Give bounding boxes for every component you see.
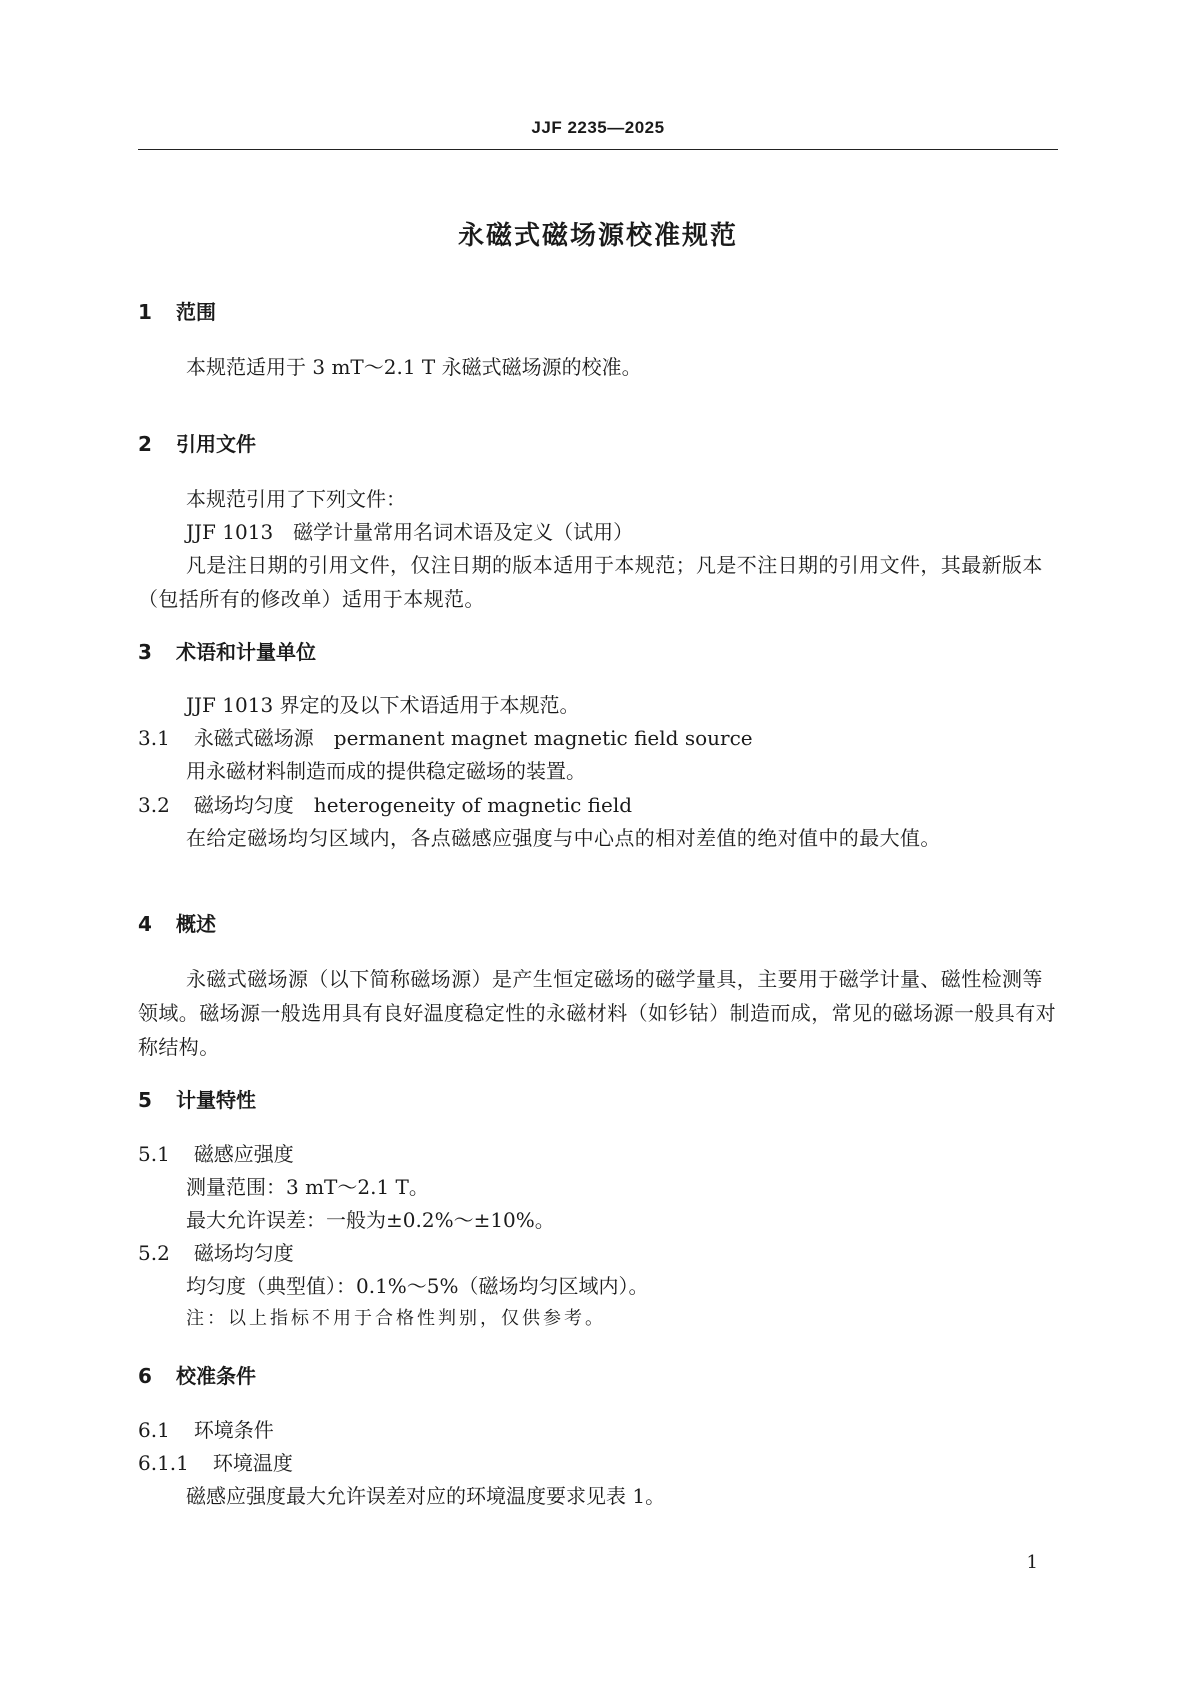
page-number: 1 <box>1026 1552 1038 1573</box>
clause-title: 磁场均匀度 <box>193 1241 294 1265</box>
clause-number: 5.2 <box>138 1241 170 1265</box>
clause-5-1-range: 测量范围：3 mT～2.1 T。 <box>186 1175 429 1199</box>
clause-title: 永磁式磁场源 permanent magnet magnetic field source <box>193 726 753 750</box>
term-3-1-definition: 用永磁材料制造而成的提供稳定磁场的装置。 <box>186 759 586 783</box>
clause-number: 6.1 <box>138 1418 170 1442</box>
clause-6-1-1-heading <box>138 1448 293 1478</box>
clause-number: 3.2 <box>138 793 170 817</box>
section-number: 2 <box>138 432 152 456</box>
section-1-paragraph: 本规范适用于 3 mT～2.1 T 永磁式磁场源的校准。 <box>186 355 642 379</box>
clause-5-2-heading <box>138 1238 294 1268</box>
section-2-paragraph-2: 凡是注日期的引用文件，仅注日期的版本适用于本规范；凡是不注日期的引用文件，其最新版本（包括所有的修改单）适用于本规范。 <box>138 553 1043 611</box>
section-5-heading <box>138 1086 256 1114</box>
clause-5-note: 注：以上指标不用于合格性判别，仅供参考。 <box>186 1308 606 1329</box>
clause-5-2-uniformity: 均匀度（典型值）：0.1%～5%（磁场均匀区域内）。 <box>186 1274 649 1298</box>
clause-title: 磁感应强度 <box>193 1142 294 1166</box>
section-number: 3 <box>138 640 152 664</box>
section-title: 引用文件 <box>176 432 256 456</box>
header-rule <box>138 149 1058 150</box>
section-1-heading <box>138 298 216 326</box>
section-title: 校准条件 <box>176 1364 256 1388</box>
document-title: 永磁式磁场源校准规范 <box>457 221 738 251</box>
section-number: 5 <box>138 1088 152 1112</box>
term-3-1-heading <box>138 723 753 753</box>
document-code-header: JJF 2235—2025 <box>531 118 665 137</box>
term-3-2-heading <box>138 790 632 820</box>
clause-number: 3.1 <box>138 726 170 750</box>
clause-title: 环境温度 <box>212 1451 293 1475</box>
clause-5-1-mpe: 最大允许误差：一般为±0.2%～±10%。 <box>186 1208 555 1232</box>
clause-number: 5.1 <box>138 1142 170 1166</box>
section-number: 6 <box>138 1364 152 1388</box>
section-3-heading <box>138 638 316 666</box>
section-title: 概述 <box>176 912 216 936</box>
section-3-paragraph: JJF 1013 界定的及以下术语适用于本规范。 <box>186 693 580 717</box>
section-4-paragraph: 永磁式磁场源（以下简称磁场源）是产生恒定磁场的磁学量具，主要用于磁学计量、磁性检测等领域。磁场源一般选用具有良好温度稳定性的永磁材料（如钐钴）制造而成，常见的磁场源一般具有对称结构。 <box>138 967 1056 1059</box>
section-number: 4 <box>138 912 152 936</box>
clause-title: 环境条件 <box>193 1418 274 1442</box>
section-title: 范围 <box>176 300 216 324</box>
clause-6-1-heading <box>138 1415 274 1445</box>
clause-title: 磁场均匀度 heterogeneity of magnetic field <box>193 793 633 817</box>
section-6-heading <box>138 1362 256 1390</box>
section-title: 计量特性 <box>176 1088 256 1112</box>
term-3-2-definition: 在给定磁场均匀区域内，各点磁感应强度与中心点的相对差值的绝对值中的最大值。 <box>186 826 941 850</box>
section-title: 术语和计量单位 <box>176 640 316 664</box>
section-2-heading <box>138 430 256 458</box>
reference-jjf-1013: JJF 1013 磁学计量常用名词术语及定义（试用） <box>186 520 634 544</box>
section-2-paragraph-1: 本规范引用了下列文件： <box>186 487 406 511</box>
section-4-heading <box>138 910 216 938</box>
clause-5-1-heading <box>138 1139 294 1169</box>
clause-6-1-1-text: 磁感应强度最大允许误差对应的环境温度要求见表 1。 <box>186 1484 666 1508</box>
section-number: 1 <box>138 300 152 324</box>
clause-number: 6.1.1 <box>138 1451 189 1475</box>
